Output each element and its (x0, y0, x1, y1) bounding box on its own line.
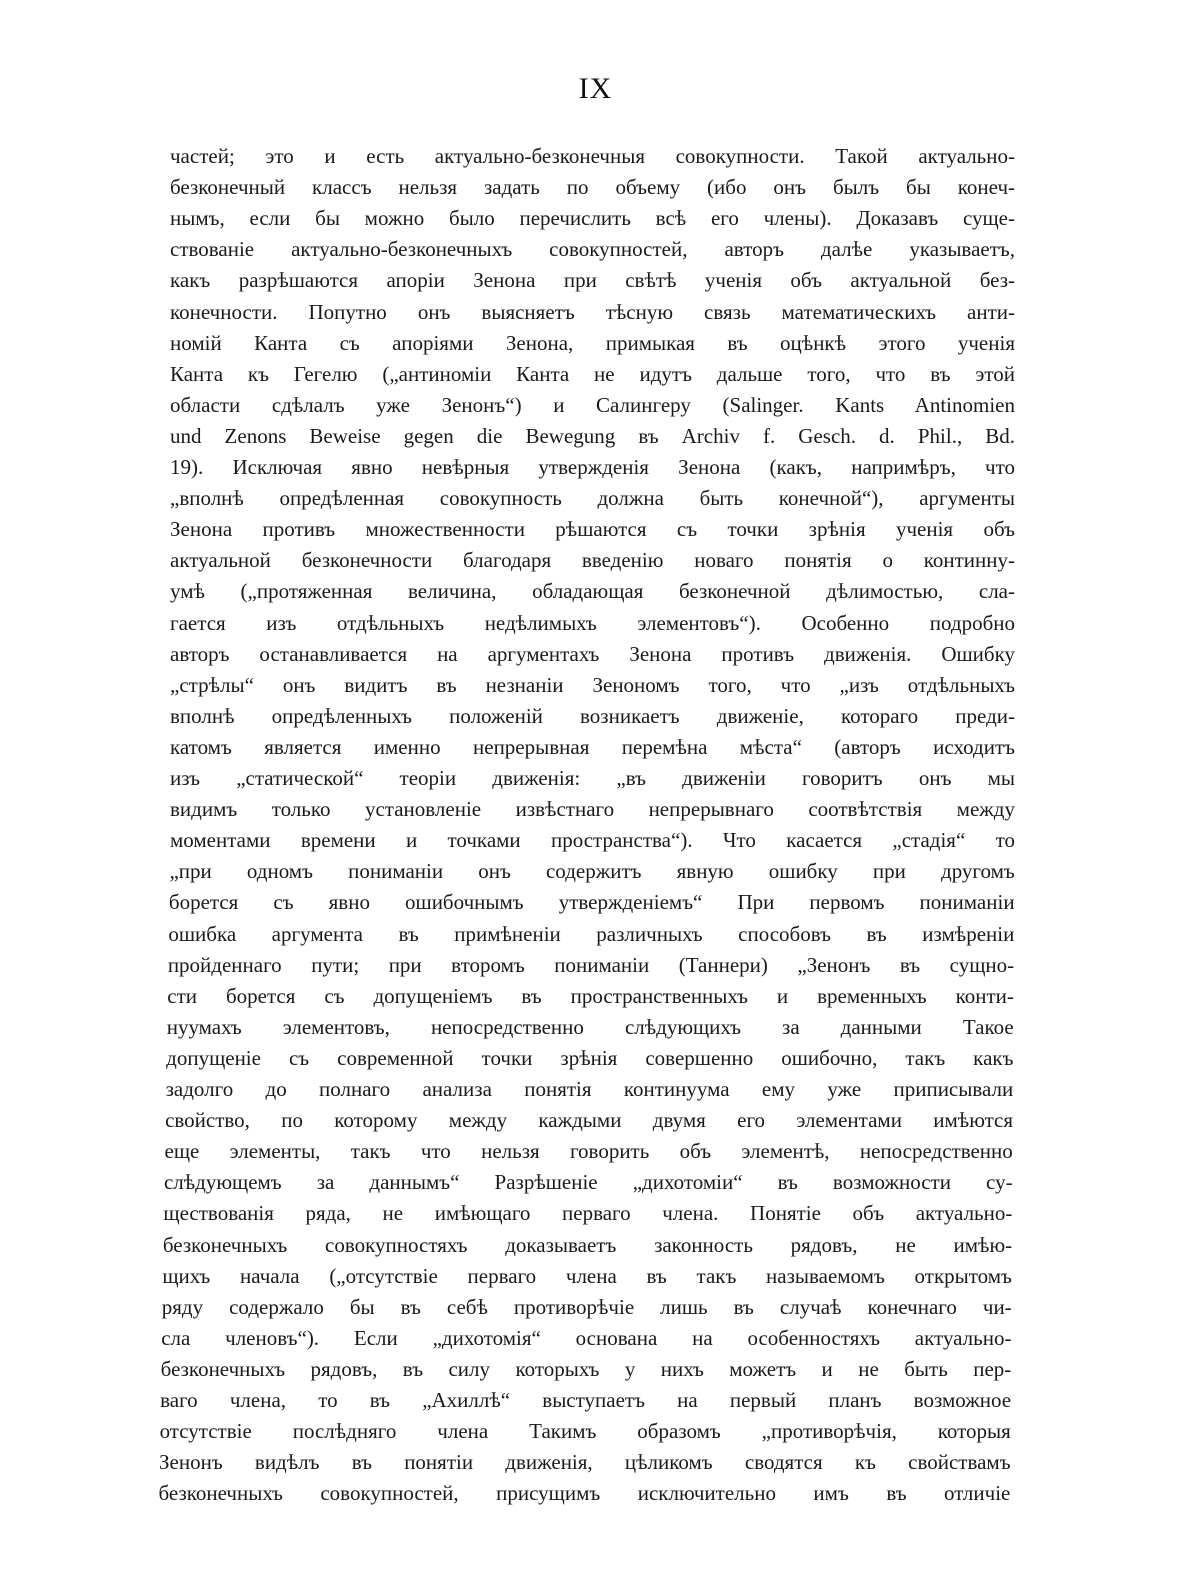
text-line: катомъ является именно непрерывная перемѣна мѣста“ (авторъ исходитъ (170, 734, 1015, 759)
body-text (158, 142, 1030, 1542)
text-line: безконечныхъ рядовъ, въ силу которыхъ у нихъ можетъ и не быть пер- (160, 1356, 1012, 1381)
text-line: „стрѣлы“ онъ видитъ въ незнаніи Зенономъ того, что „изъ отдѣльныхъ (170, 672, 1015, 697)
text-line: свойство, по которому между каждыми двумя его элементами имѣются (165, 1108, 1014, 1133)
text-line: еще элементы, такъ что нельзя говорить объ элементѣ, непосредственно (164, 1139, 1013, 1164)
text-line: ошибка аргумента въ примѣненіи различныхъ способовъ въ измѣреніи (168, 921, 1015, 946)
text-line: задолго до полнаго анализа понятія континуума ему уже приписывали (165, 1077, 1014, 1101)
text-line: сла членовъ“). Если „дихотомія“ основана на особенностяхъ актуально- (161, 1325, 1012, 1350)
text-line: ществованія ряда, не имѣющаго перваго члена. Понятіе объ актуально- (163, 1201, 1013, 1226)
text-line: ствованіе актуально-безконечныхъ совокупностей, авторъ далѣе указываетъ, (170, 237, 1015, 262)
text-line: нуумахъ элементовъ, непосредственно слѣдующихъ за данными Такое (166, 1014, 1014, 1039)
page-number: IX (578, 72, 613, 105)
text-line: ваго члена, то въ „Ахиллѣ“ выступаетъ на первый планъ возможное (160, 1388, 1012, 1412)
text-line: сти борется съ допущеніемъ въ пространственныхъ и временныхъ конти- (167, 983, 1014, 1008)
text-line: ряду содержало бы въ себѣ противорѣчіе лишь въ случаѣ конечнаго чи- (161, 1294, 1012, 1319)
text-line: актуальной безконечности благодаря введенію новаго понятія о континну- (170, 548, 1015, 573)
text-line: безконечныхъ совокупностей, присущимъ исключительно имъ въ отличіе (158, 1481, 1011, 1506)
text-line: 19). Исключая явно невѣрныя утвержденія Зенона (какъ, напримѣръ, что (170, 455, 1015, 479)
text-line: авторъ останавливается на аргументахъ Зенона противъ движенія. Ошибку (170, 641, 1015, 666)
text-line: моментами времени и точками пространства“). Что касается „стадія“ то (170, 828, 1015, 853)
text-line: слѣдующемъ за даннымъ“ Разрѣшеніе „дихотоміи“ въ возможности су- (163, 1170, 1013, 1195)
text-line: пройденнаго пути; при второмъ пониманіи (Таннери) „Зенонъ въ сущно- (167, 952, 1015, 977)
text-line: безконечныхъ совокупностяхъ доказываетъ законность рядовъ, не имѣю- (162, 1232, 1013, 1257)
text-line: вполнѣ опредѣленныхъ положеній возникаетъ движеніе, котораго преди- (170, 703, 1015, 728)
text-line: щихъ начала („отсутствіе перваго члена въ такъ называемомъ открытомъ (162, 1263, 1012, 1288)
text-line: „вполнѣ опредѣленная совокупность должна быть конечной“), аргументы (170, 486, 1015, 511)
text-line: умѣ („протяженная величина, обладающая безконечной дѣлимостью, сла- (170, 579, 1015, 604)
text-line: отсутствіе послѣдняго члена Такимъ образомъ „противорѣчія, которыя (159, 1419, 1011, 1444)
text-line: борется съ явно ошибочнымъ утвержденіемъ“ При первомъ пониманіи (168, 890, 1015, 915)
text-line: изъ „статической“ теоріи движенія: „въ движеніи говоритъ онъ мы (170, 766, 1015, 790)
text-line: области сдѣлалъ уже Зенонъ“) и Салингеру (Salinger. Kants Antinomien (170, 392, 1015, 417)
text-line: частей; это и есть актуально-безконечныя совокупности. Такой актуально- (170, 144, 1015, 168)
text-line: конечности. Попутно онъ выясняетъ тѣсную связь математическихъ анти- (170, 299, 1015, 324)
text-line: „при одномъ пониманіи онъ содержитъ явную ошибку при другомъ (169, 859, 1015, 884)
text-line: видимъ только установленіе извѣстнаго непрерывнаго соотвѣтствія между (170, 797, 1015, 822)
text-line: безконечный классъ нельзя задать по объему (ибо онъ былъ бы конеч- (170, 175, 1015, 200)
text-line: нымъ, если бы можно было перечислить всѣ его члены). Доказавъ суще- (170, 206, 1015, 231)
text-line: какъ разрѣшаются апоріи Зенона при свѣтѣ ученія объ актуальной без- (170, 268, 1015, 293)
text-line: und Zenons Beweise gegen die Bewegung въ Archiv f. Gesch. d. Phil., Bd. (170, 423, 1015, 448)
text-line: Зенонъ видѣлъ въ понятіи движенія, цѣликомъ сводятся къ свойствамъ (159, 1450, 1011, 1475)
text-line: допущеніе съ современной точки зрѣнія совершенно ошибочно, такъ какъ (166, 1045, 1014, 1070)
text-line: номій Канта съ апоріями Зенона, примыкая въ оцѣнкѣ этого ученія (170, 330, 1015, 355)
text-line: гается изъ отдѣльныхъ недѣлимыхъ элементовъ“). Особенно подробно (170, 610, 1015, 635)
text-line: Канта къ Гегелю („антиноміи Канта не идутъ дальше того, что въ этой (170, 361, 1015, 386)
text-line: Зенона противъ множественности рѣшаются съ точки зрѣнія ученія объ (170, 517, 1015, 542)
